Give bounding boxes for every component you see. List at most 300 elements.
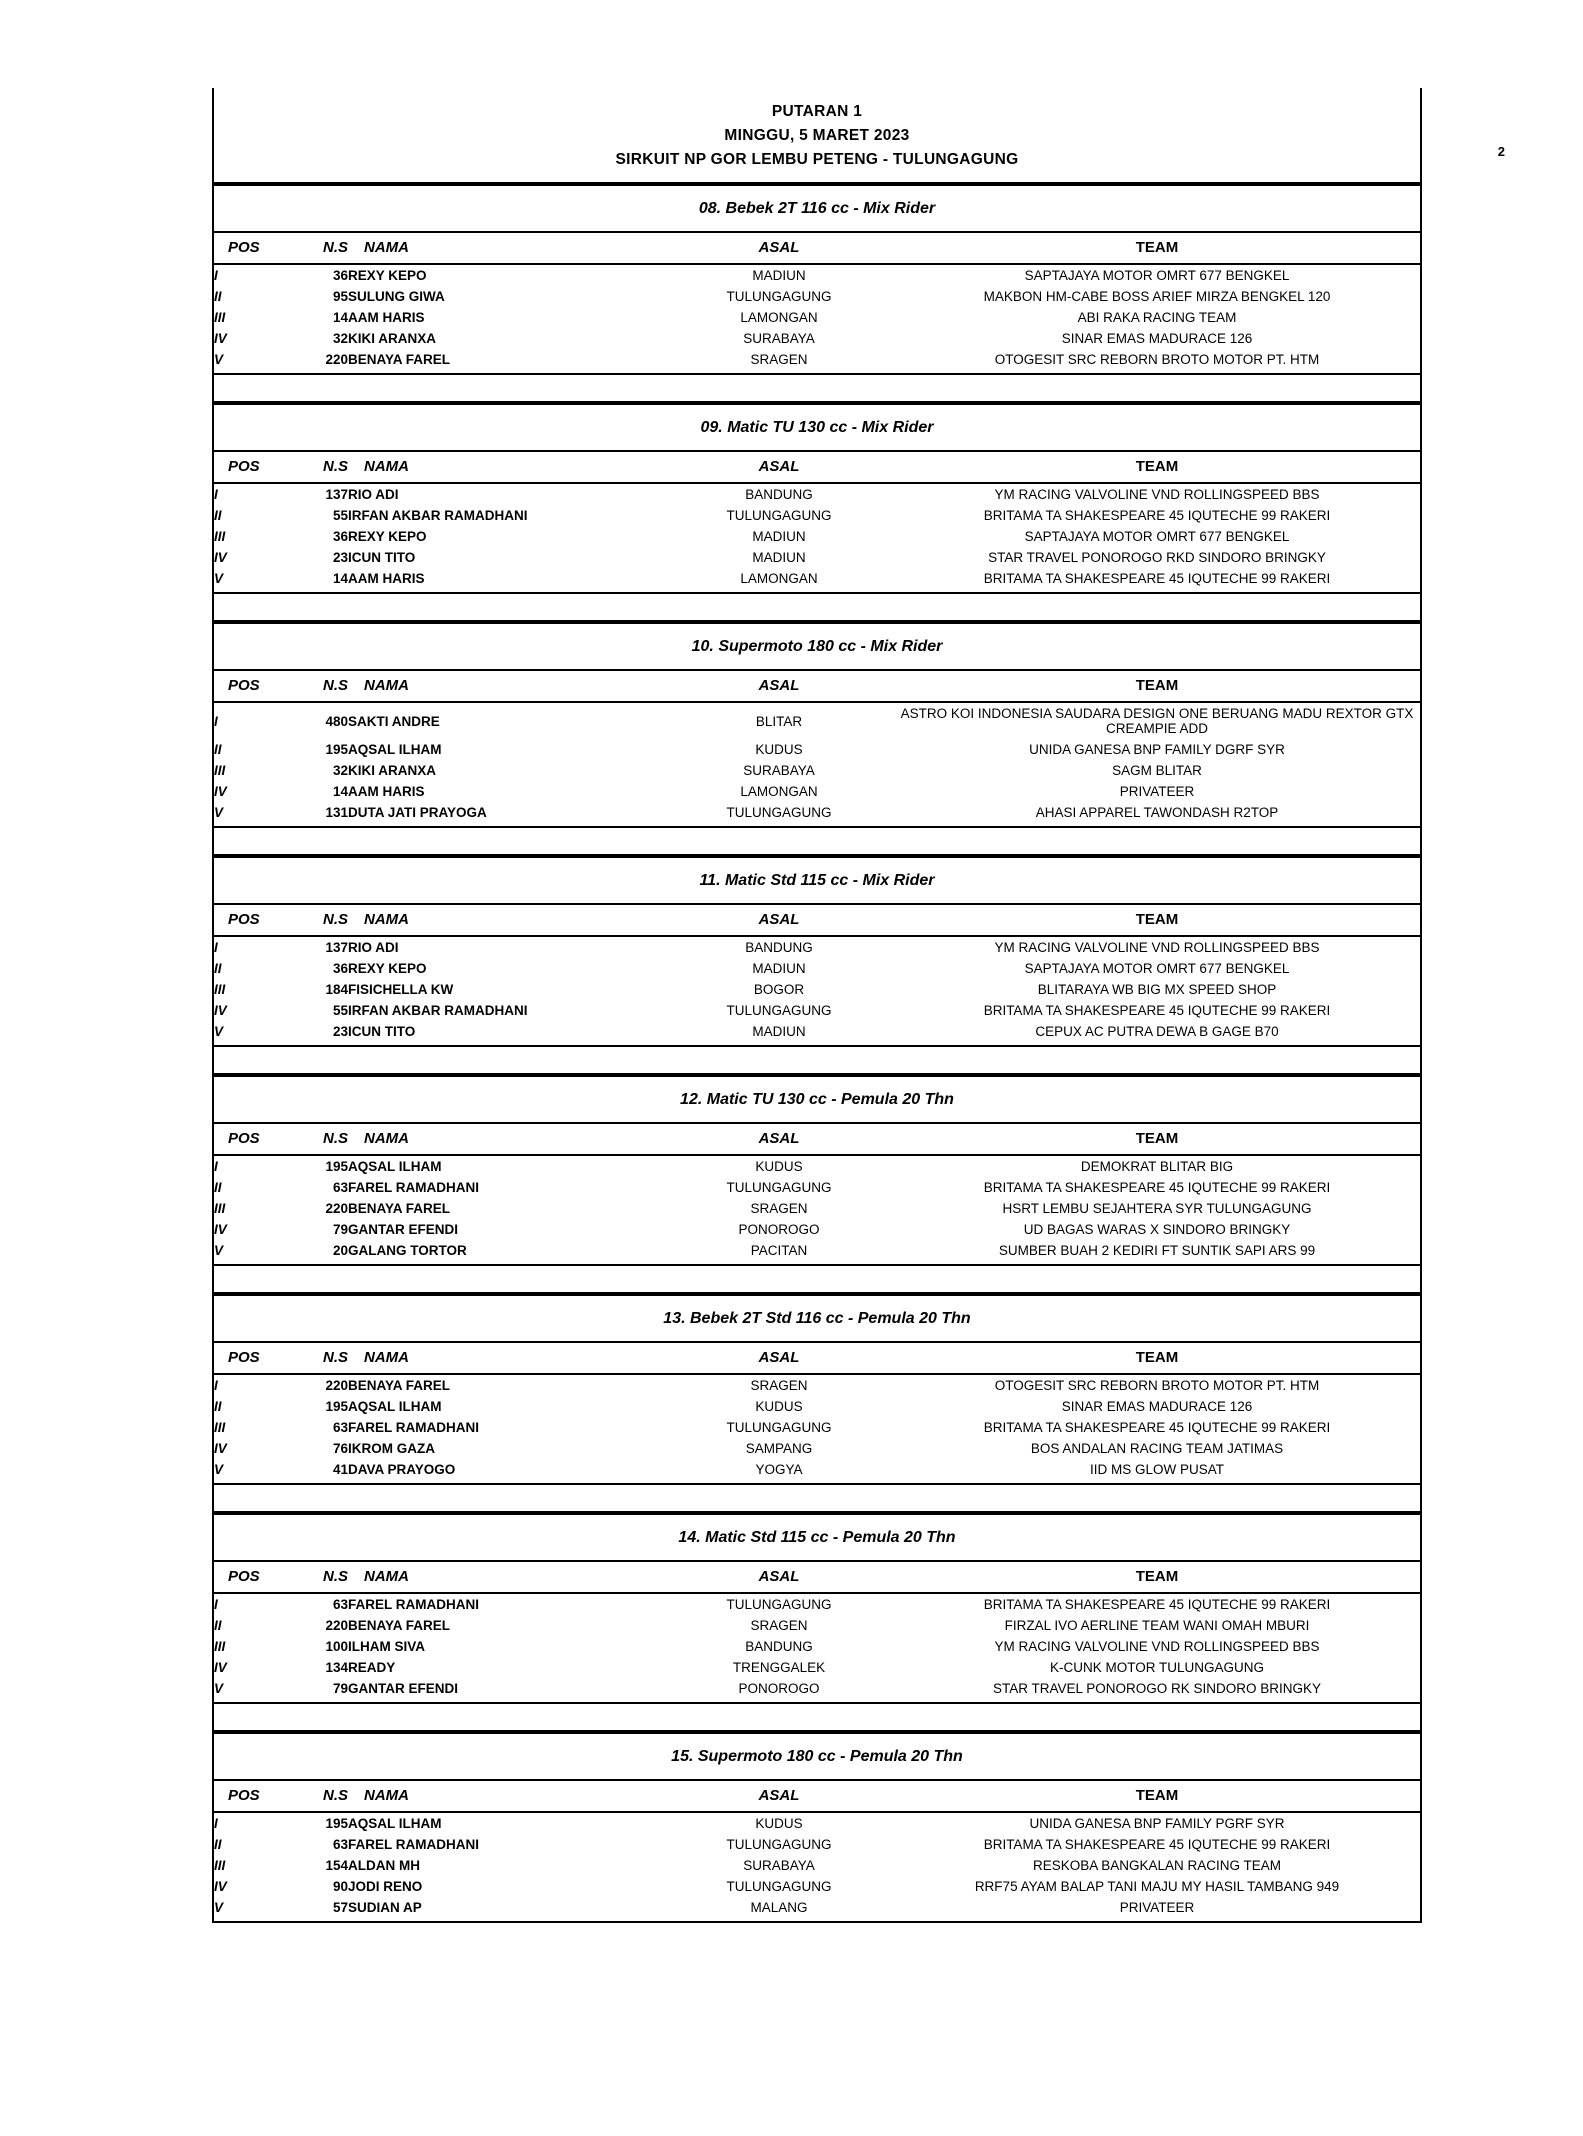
result-rider-name: IRFAN AKBAR RAMADHANI [348, 1003, 528, 1019]
result-rider-name: ALDAN MH [348, 1858, 420, 1874]
result-start-number: 14 [332, 571, 348, 587]
column-header-nama: NAMA [348, 1124, 664, 1155]
result-origin: MADIUN [752, 529, 806, 545]
event-circuit: SIRKUIT NP GOR LEMBU PETENG - TULUNGAGUNG [615, 151, 1019, 169]
result-team: BLITARAYA WB BIG MX SPEED SHOP [1037, 982, 1277, 998]
table-row [214, 958, 1420, 979]
race-class-title: 13. Bebek 2T Std 116 cc - Pemula 20 Thn [214, 1294, 1420, 1343]
result-team: BOS ANDALAN RACING TEAM JATIMAS [1030, 1441, 1284, 1457]
column-header-pos: POS [214, 1781, 290, 1812]
table-header-row [214, 1124, 1420, 1155]
column-header-nama: NAMA [348, 1343, 664, 1374]
result-rider-name: AAM HARIS [348, 784, 425, 800]
result-start-number: 195 [325, 1399, 348, 1415]
result-rider-name: ICUN TITO [348, 1024, 416, 1040]
result-position: I [214, 1159, 218, 1175]
table-row [214, 1240, 1420, 1264]
column-header-team: TEAM [894, 233, 1420, 264]
result-position: II [214, 1618, 222, 1634]
result-team: PRIVATEER [1119, 784, 1195, 800]
results-table [214, 452, 1420, 592]
column-header-nama: NAMA [348, 1781, 664, 1812]
column-header-nama: NAMA [348, 905, 664, 936]
result-origin: TULUNGAGUNG [726, 1420, 832, 1436]
result-rider-name: DUTA JATI PRAYOGA [348, 805, 487, 821]
result-position: V [214, 1462, 224, 1478]
table-row [214, 1615, 1420, 1636]
result-start-number: 134 [325, 1660, 348, 1676]
race-class-title: 15. Supermoto 180 cc - Pemula 20 Thn [214, 1732, 1420, 1781]
column-header-pos: POS [214, 1343, 290, 1374]
race-class-section [214, 622, 1420, 856]
result-position: IV [214, 1222, 227, 1238]
result-origin: BLITAR [755, 713, 803, 729]
result-team: SAGM BLITAR [1112, 763, 1202, 779]
result-position: III [214, 982, 226, 998]
table-row [214, 1021, 1420, 1045]
result-position: III [214, 310, 226, 326]
result-team: YM RACING VALVOLINE VND ROLLINGSPEED BBS [994, 1639, 1320, 1655]
result-rider-name: AQSAL ILHAM [348, 1816, 442, 1832]
column-header-nama: NAMA [348, 1562, 664, 1593]
result-origin: TULUNGAGUNG [726, 289, 832, 305]
result-start-number: 195 [325, 1159, 348, 1175]
column-header-ns: N.S [290, 1124, 348, 1155]
race-class-section [214, 184, 1420, 403]
results-table-wrap [214, 233, 1420, 375]
results-table-wrap [214, 452, 1420, 594]
section-spacer [214, 1485, 1420, 1513]
result-start-number: 23 [332, 550, 348, 566]
result-team: FIRZAL IVO AERLINE TEAM WANI OMAH MBURI [1004, 1618, 1310, 1634]
result-start-number: 41 [332, 1462, 348, 1478]
table-row [214, 702, 1420, 739]
result-rider-name: AAM HARIS [348, 310, 425, 326]
result-origin: TRENGGALEK [732, 1660, 826, 1676]
results-table [214, 1124, 1420, 1264]
result-origin: SURABAYA [743, 331, 815, 347]
result-team: CEPUX AC PUTRA DEWA B GAGE B70 [1035, 1024, 1279, 1040]
result-team: BRITAMA TA SHAKESPEARE 45 IQUTECHE 99 RAKERI [983, 1837, 1331, 1853]
results-table [214, 1343, 1420, 1483]
column-header-team: TEAM [894, 452, 1420, 483]
column-header-pos: POS [214, 233, 290, 264]
column-header-ns: N.S [290, 1343, 348, 1374]
result-origin: TULUNGAGUNG [726, 805, 832, 821]
table-row [214, 1374, 1420, 1396]
result-start-number: 100 [325, 1639, 348, 1655]
result-position: II [214, 1837, 222, 1853]
section-spacer [214, 375, 1420, 403]
result-origin: TULUNGAGUNG [726, 1180, 832, 1196]
result-start-number: 36 [332, 529, 348, 545]
result-start-number: 480 [325, 713, 348, 729]
race-class-title: 14. Matic Std 115 cc - Pemula 20 Thn [214, 1513, 1420, 1562]
result-rider-name: SUDIAN AP [348, 1900, 422, 1916]
result-position: II [214, 508, 222, 524]
result-rider-name: REXY KEPO [348, 529, 427, 545]
results-table-wrap [214, 1343, 1420, 1485]
result-position: V [214, 571, 224, 587]
result-start-number: 137 [325, 940, 348, 956]
result-start-number: 63 [332, 1420, 348, 1436]
result-rider-name: IKROM GAZA [348, 1441, 435, 1457]
result-position: II [214, 961, 222, 977]
result-position: V [214, 352, 224, 368]
column-header-nama: NAMA [348, 671, 664, 702]
result-origin: TULUNGAGUNG [726, 508, 832, 524]
result-position: IV [214, 550, 227, 566]
table-row [214, 1000, 1420, 1021]
column-header-asal: ASAL [664, 1781, 894, 1812]
results-table-wrap [214, 671, 1420, 828]
result-team: UNIDA GANESA BNP FAMILY DGRF SYR [1029, 742, 1285, 758]
result-start-number: 195 [325, 1816, 348, 1832]
table-header-row [214, 1343, 1420, 1374]
table-row [214, 1657, 1420, 1678]
result-origin: MADIUN [752, 1024, 806, 1040]
result-rider-name: ILHAM SIVA [348, 1639, 425, 1655]
result-position: III [214, 1639, 226, 1655]
table-row [214, 936, 1420, 958]
result-origin: TULUNGAGUNG [726, 1837, 832, 1853]
result-rider-name: GALANG TORTOR [348, 1243, 467, 1259]
table-row [214, 307, 1420, 328]
column-header-ns: N.S [290, 1781, 348, 1812]
result-origin: KUDUS [755, 1816, 803, 1832]
column-header-team: TEAM [894, 1343, 1420, 1374]
result-start-number: 55 [332, 508, 348, 524]
result-origin: PONOROGO [738, 1222, 820, 1238]
result-origin: TULUNGAGUNG [726, 1879, 832, 1895]
result-origin: LAMONGAN [740, 571, 818, 587]
result-team: BRITAMA TA SHAKESPEARE 45 IQUTECHE 99 RAKERI [983, 1003, 1331, 1019]
result-start-number: 131 [325, 805, 348, 821]
sections-container [214, 184, 1420, 1923]
result-team: AHASI APPAREL TAWONDASH R2TOP [1035, 805, 1279, 821]
results-table-wrap [214, 1562, 1420, 1704]
result-rider-name: DAVA PRAYOGO [348, 1462, 456, 1478]
table-header-row [214, 1562, 1420, 1593]
section-spacer [214, 1047, 1420, 1075]
column-header-team: TEAM [894, 1124, 1420, 1155]
result-rider-name: JODI RENO [348, 1879, 423, 1895]
result-start-number: 32 [332, 331, 348, 347]
result-team: STAR TRAVEL PONOROGO RK SINDORO BRINGKY [992, 1681, 1322, 1697]
table-row [214, 264, 1420, 286]
result-start-number: 79 [332, 1681, 348, 1697]
table-row [214, 526, 1420, 547]
results-table-wrap [214, 905, 1420, 1047]
section-spacer [214, 1704, 1420, 1732]
results-table-wrap [214, 1781, 1420, 1923]
column-header-ns: N.S [290, 233, 348, 264]
result-team: BRITAMA TA SHAKESPEARE 45 IQUTECHE 99 RAKERI [983, 1180, 1331, 1196]
table-row [214, 1219, 1420, 1240]
result-rider-name: IRFAN AKBAR RAMADHANI [348, 508, 528, 524]
result-origin: SRAGEN [750, 352, 808, 368]
result-rider-name: READY [348, 1660, 396, 1676]
table-row [214, 547, 1420, 568]
table-row [214, 1876, 1420, 1897]
page-number: 2 [1497, 144, 1505, 159]
table-row [214, 1438, 1420, 1459]
result-start-number: 63 [332, 1597, 348, 1613]
result-position: II [214, 742, 222, 758]
result-team: SAPTAJAYA MOTOR OMRT 677 BENGKEL [1024, 529, 1290, 545]
result-team: BRITAMA TA SHAKESPEARE 45 IQUTECHE 99 RAKERI [983, 571, 1331, 587]
result-start-number: 220 [325, 1378, 348, 1394]
column-header-ns: N.S [290, 1562, 348, 1593]
column-header-pos: POS [214, 1562, 290, 1593]
result-rider-name: GANTAR EFENDI [348, 1681, 458, 1697]
result-team: RRF75 AYAM BALAP TANI MAJU MY HASIL TAMBANG 949 [974, 1879, 1340, 1895]
result-position: V [214, 1024, 224, 1040]
result-origin: KUDUS [755, 1159, 803, 1175]
result-team: YM RACING VALVOLINE VND ROLLINGSPEED BBS [994, 940, 1320, 956]
result-start-number: 23 [332, 1024, 348, 1040]
result-position: IV [214, 1879, 227, 1895]
result-rider-name: REXY KEPO [348, 268, 427, 284]
results-table [214, 1562, 1420, 1702]
race-class-section [214, 1732, 1420, 1923]
result-team: ABI RAKA RACING TEAM [1077, 310, 1237, 326]
table-row [214, 979, 1420, 1000]
result-rider-name: SULUNG GIWA [348, 289, 445, 305]
column-header-ns: N.S [290, 905, 348, 936]
column-header-team: TEAM [894, 1562, 1420, 1593]
result-origin: PONOROGO [738, 1681, 820, 1697]
table-row [214, 1812, 1420, 1834]
result-origin: KUDUS [755, 1399, 803, 1415]
table-row [214, 1636, 1420, 1657]
results-table [214, 671, 1420, 826]
result-team: BRITAMA TA SHAKESPEARE 45 IQUTECHE 99 RAKERI [983, 508, 1331, 524]
result-start-number: 76 [332, 1441, 348, 1457]
result-rider-name: REXY KEPO [348, 961, 427, 977]
result-team: K-CUNK MOTOR TULUNGAGUNG [1049, 1660, 1265, 1676]
result-origin: SRAGEN [750, 1201, 808, 1217]
result-team: PRIVATEER [1119, 1900, 1195, 1916]
race-class-title: 09. Matic TU 130 cc - Mix Rider [214, 403, 1420, 452]
result-team: SINAR EMAS MADURACE 126 [1061, 331, 1253, 347]
result-position: I [214, 487, 218, 503]
result-position: III [214, 1201, 226, 1217]
race-class-title: 10. Supermoto 180 cc - Mix Rider [214, 622, 1420, 671]
column-header-asal: ASAL [664, 452, 894, 483]
result-team: RESKOBA BANGKALAN RACING TEAM [1032, 1858, 1282, 1874]
result-origin: SRAGEN [750, 1618, 808, 1634]
table-header-row [214, 905, 1420, 936]
race-class-title: 12. Matic TU 130 cc - Pemula 20 Thn [214, 1075, 1420, 1124]
result-start-number: 184 [325, 982, 348, 998]
race-class-section [214, 856, 1420, 1075]
result-rider-name: FAREL RAMADHANI [348, 1180, 479, 1196]
result-rider-name: BENAYA FAREL [348, 1618, 451, 1634]
column-header-team: TEAM [894, 905, 1420, 936]
table-row [214, 1177, 1420, 1198]
result-position: V [214, 1243, 224, 1259]
result-team: HSRT LEMBU SEJAHTERA SYR TULUNGAGUNG [1002, 1201, 1312, 1217]
table-header-row [214, 233, 1420, 264]
table-row [214, 505, 1420, 526]
section-spacer [214, 594, 1420, 622]
result-rider-name: KIKI ARANXA [348, 763, 437, 779]
result-start-number: 220 [325, 1618, 348, 1634]
table-row [214, 568, 1420, 592]
result-origin: SURABAYA [743, 763, 815, 779]
result-origin: BANDUNG [745, 1639, 813, 1655]
result-rider-name: GANTAR EFENDI [348, 1222, 458, 1238]
result-team: SAPTAJAYA MOTOR OMRT 677 BENGKEL [1024, 961, 1290, 977]
result-origin: MADIUN [752, 268, 806, 284]
table-row [214, 1593, 1420, 1615]
event-date: MINGGU, 5 MARET 2023 [724, 127, 910, 145]
table-row [214, 760, 1420, 781]
table-row [214, 1396, 1420, 1417]
table-row [214, 1855, 1420, 1876]
result-start-number: 14 [332, 784, 348, 800]
race-class-section [214, 1075, 1420, 1294]
result-origin: BANDUNG [745, 940, 813, 956]
result-rider-name: KIKI ARANXA [348, 331, 437, 347]
result-position: V [214, 1681, 224, 1697]
column-header-pos: POS [214, 1124, 290, 1155]
table-row [214, 1834, 1420, 1855]
result-rider-name: AQSAL ILHAM [348, 1159, 442, 1175]
result-origin: YOGYA [755, 1462, 803, 1478]
result-origin: MADIUN [752, 961, 806, 977]
results-table [214, 1781, 1420, 1921]
result-team: IID MS GLOW PUSAT [1089, 1462, 1224, 1478]
result-position: I [214, 1378, 218, 1394]
table-row [214, 1459, 1420, 1483]
result-position: II [214, 1180, 222, 1196]
column-header-ns: N.S [290, 671, 348, 702]
result-position: V [214, 1900, 224, 1916]
result-origin: PACITAN [750, 1243, 808, 1259]
result-origin: SRAGEN [750, 1378, 808, 1394]
result-rider-name: AQSAL ILHAM [348, 742, 442, 758]
table-row [214, 802, 1420, 826]
result-start-number: 32 [332, 763, 348, 779]
table-row [214, 1417, 1420, 1438]
result-position: I [214, 1597, 218, 1613]
table-row [214, 483, 1420, 505]
event-round: PUTARAN 1 [771, 103, 863, 120]
table-row [214, 349, 1420, 373]
result-start-number: 63 [332, 1180, 348, 1196]
result-start-number: 36 [332, 961, 348, 977]
result-rider-name: ICUN TITO [348, 550, 416, 566]
table-header-row [214, 1781, 1420, 1812]
result-team: BRITAMA TA SHAKESPEARE 45 IQUTECHE 99 RAKERI [983, 1597, 1331, 1613]
results-table [214, 905, 1420, 1045]
result-start-number: 220 [325, 352, 348, 368]
result-position: IV [214, 1660, 227, 1676]
result-start-number: 63 [332, 1837, 348, 1853]
race-class-section [214, 1513, 1420, 1732]
result-rider-name: BENAYA FAREL [348, 1201, 451, 1217]
race-class-section [214, 403, 1420, 622]
result-start-number: 20 [332, 1243, 348, 1259]
result-team: SAPTAJAYA MOTOR OMRT 677 BENGKEL [1024, 268, 1290, 284]
results-sheet [212, 88, 1422, 1923]
table-row [214, 1198, 1420, 1219]
result-position: II [214, 1399, 222, 1415]
table-header-row [214, 671, 1420, 702]
result-origin: SURABAYA [743, 1858, 815, 1874]
result-origin: TULUNGAGUNG [726, 1003, 832, 1019]
column-header-asal: ASAL [664, 671, 894, 702]
section-spacer [214, 828, 1420, 856]
result-rider-name: RIO ADI [348, 940, 399, 956]
result-start-number: 90 [332, 1879, 348, 1895]
result-position: III [214, 1420, 226, 1436]
result-origin: SAMPANG [745, 1441, 813, 1457]
document-page [0, 88, 1583, 2136]
column-header-pos: POS [214, 905, 290, 936]
race-class-title: 11. Matic Std 115 cc - Mix Rider [214, 856, 1420, 905]
result-origin: BANDUNG [745, 487, 813, 503]
result-position: II [214, 289, 222, 305]
result-position: V [214, 805, 224, 821]
result-team: BRITAMA TA SHAKESPEARE 45 IQUTECHE 99 RAKERI [983, 1420, 1331, 1436]
result-rider-name: FAREL RAMADHANI [348, 1597, 479, 1613]
result-team: DEMOKRAT BLITAR BIG [1080, 1159, 1234, 1175]
column-header-asal: ASAL [664, 1343, 894, 1374]
column-header-team: TEAM [894, 1781, 1420, 1812]
event-header [214, 88, 1420, 184]
table-row [214, 1678, 1420, 1702]
result-team: ASTRO KOI INDONESIA SAUDARA DESIGN ONE BERUANG MADU REXTOR GTX CREAMPIE ADD [900, 706, 1414, 737]
result-team: UNIDA GANESA BNP FAMILY PGRF SYR [1029, 1816, 1285, 1832]
result-team: STAR TRAVEL PONOROGO RKD SINDORO BRINGKY [988, 550, 1326, 566]
result-team: UD BAGAS WARAS X SINDORO BRINGKY [1023, 1222, 1291, 1238]
result-rider-name: SAKTI ANDRE [348, 713, 440, 729]
result-origin: BOGOR [753, 982, 805, 998]
section-spacer [214, 1266, 1420, 1294]
result-position: I [214, 940, 218, 956]
result-start-number: 195 [325, 742, 348, 758]
result-start-number: 95 [332, 289, 348, 305]
result-team: YM RACING VALVOLINE VND ROLLINGSPEED BBS [994, 487, 1320, 503]
race-class-title: 08. Bebek 2T 116 cc - Mix Rider [214, 184, 1420, 233]
column-header-asal: ASAL [664, 905, 894, 936]
column-header-asal: ASAL [664, 233, 894, 264]
result-team: MAKBON HM-CABE BOSS ARIEF MIRZA BENGKEL 120 [983, 289, 1331, 305]
result-start-number: 36 [332, 268, 348, 284]
result-rider-name: FAREL RAMADHANI [348, 1420, 479, 1436]
result-position: I [214, 713, 218, 729]
table-row [214, 286, 1420, 307]
result-rider-name: FAREL RAMADHANI [348, 1837, 479, 1853]
result-start-number: 154 [325, 1858, 348, 1874]
result-origin: LAMONGAN [740, 310, 818, 326]
result-rider-name: BENAYA FAREL [348, 1378, 451, 1394]
table-row [214, 328, 1420, 349]
table-row [214, 781, 1420, 802]
results-table-wrap [214, 1124, 1420, 1266]
result-team: OTOGESIT SRC REBORN BROTO MOTOR PT. HTM [994, 1378, 1320, 1394]
table-row [214, 1155, 1420, 1177]
result-origin: KUDUS [755, 742, 803, 758]
result-start-number: 55 [332, 1003, 348, 1019]
column-header-team: TEAM [894, 671, 1420, 702]
column-header-nama: NAMA [348, 233, 664, 264]
result-origin: MADIUN [752, 550, 806, 566]
table-row [214, 1897, 1420, 1921]
